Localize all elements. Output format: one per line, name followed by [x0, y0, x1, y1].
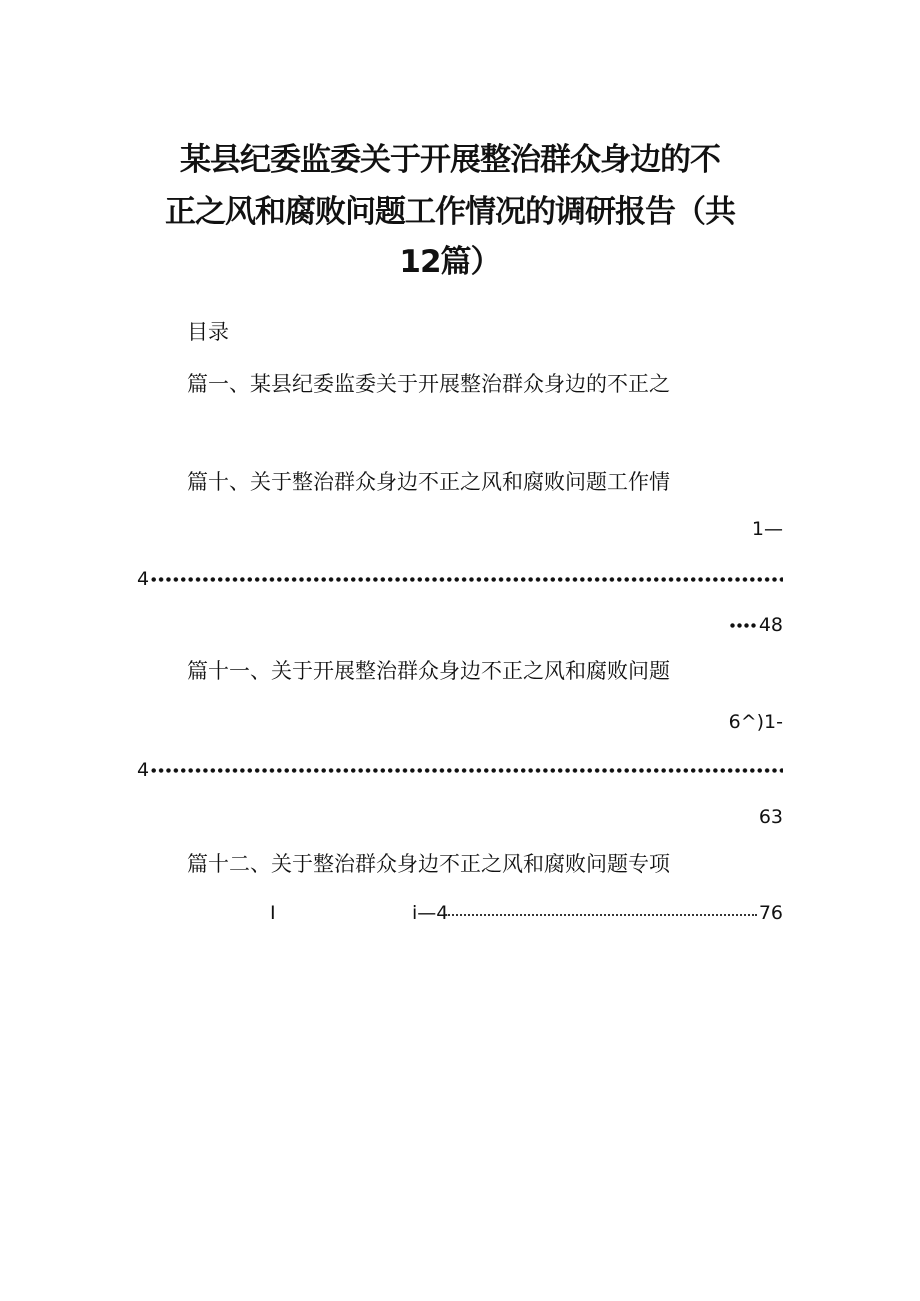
toc-entry-12-page-line	[270, 900, 783, 926]
dot-leader	[445, 914, 757, 916]
toc-entry-12-mark: I	[270, 902, 276, 924]
toc-heading: 目录	[187, 320, 229, 344]
document-title-line-1: 某县纪委监委关于开展整治群众身边的不	[180, 142, 720, 178]
toc-entry-11-page-start: 6^)1-	[728, 711, 783, 733]
toc-entry-1[interactable]: 篇一、某县纪委监委关于开展整治群众身边的不正之	[187, 372, 670, 396]
toc-entry-12[interactable]: 篇十二、关于整治群众身边不正之风和腐败问题专项	[187, 852, 670, 876]
toc-entry-10-page-start: 1—	[751, 518, 783, 540]
toc-entry-10-leader-start: 4	[137, 568, 150, 590]
dot-leader	[729, 623, 757, 628]
dot-leader	[150, 577, 783, 582]
toc-entry-11-leader	[137, 757, 783, 783]
toc-entry-10-page-end: 48	[758, 614, 783, 636]
toc-entry-11-page-end: 63	[758, 806, 783, 828]
document-title-line-3: 12篇）	[399, 244, 501, 280]
toc-entry-10[interactable]: 篇十、关于整治群众身边不正之风和腐败问题工作情	[187, 470, 670, 494]
toc-entry-11[interactable]: 篇十一、关于开展整治群众身边不正之风和腐败问题	[187, 659, 670, 683]
document-title-line-2: 正之风和腐败问题工作情况的调研报告（共	[165, 194, 735, 230]
toc-entry-10-page-end-line	[729, 612, 783, 638]
toc-entry-12-page-end: 76	[758, 902, 783, 924]
toc-entry-11-leader-start: 4	[137, 759, 150, 781]
dot-leader	[150, 768, 783, 773]
toc-entry-10-leader	[137, 566, 783, 592]
toc-entry-12-page-mid: i—4	[412, 902, 449, 924]
